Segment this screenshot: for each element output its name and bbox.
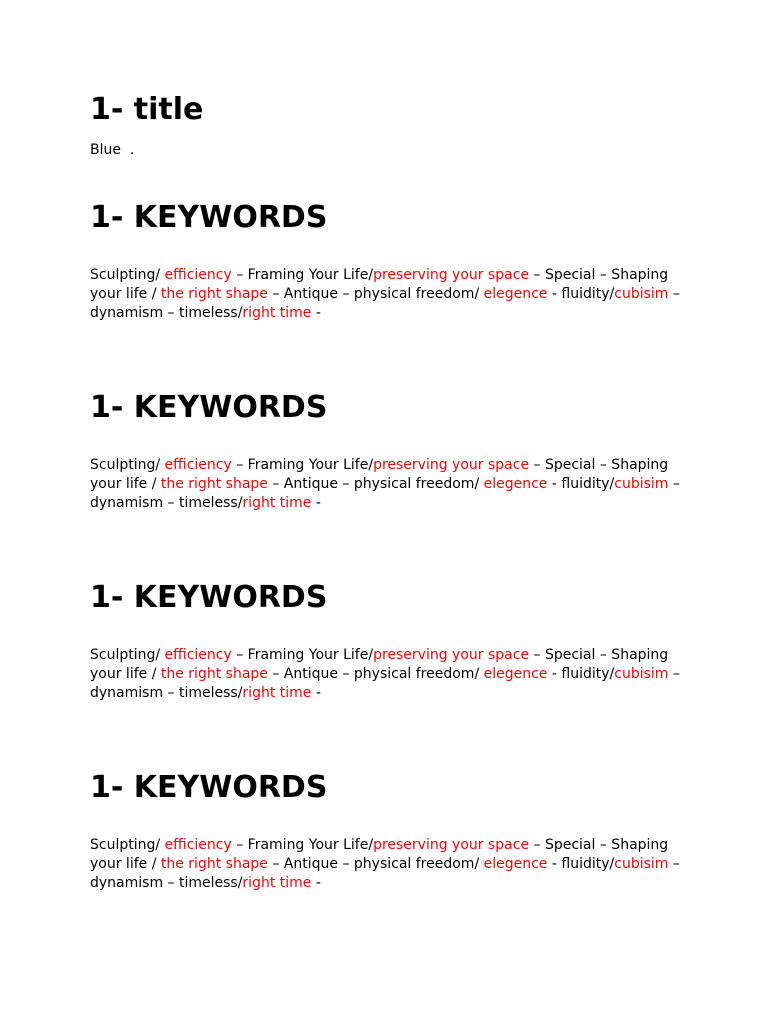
keyword-text: - fluidity/ — [547, 666, 615, 682]
keywords-line — [90, 874, 680, 893]
keywords-line — [90, 304, 680, 323]
keyword-text: – Framing Your Life/ — [231, 267, 374, 283]
keyword-highlight: elegence — [483, 476, 548, 492]
keyword-highlight: efficiency — [164, 837, 232, 853]
keyword-text: dynamism – timeless/ — [90, 875, 243, 891]
keywords-paragraph — [90, 836, 680, 893]
title-heading: 1- title — [90, 92, 204, 127]
keywords-line — [90, 684, 680, 703]
keyword-text: - — [311, 495, 321, 511]
keywords-paragraph — [90, 456, 680, 513]
keyword-highlight: elegence — [483, 286, 548, 302]
keyword-highlight: preserving your space — [373, 457, 530, 473]
keywords-section — [90, 388, 690, 513]
keyword-text: your life / — [90, 666, 161, 682]
keyword-highlight: efficiency — [164, 647, 232, 663]
keyword-highlight: efficiency — [164, 267, 232, 283]
keyword-text: - fluidity/ — [547, 856, 615, 872]
keyword-highlight: preserving your space — [373, 647, 530, 663]
keywords-paragraph — [90, 646, 680, 703]
keyword-text: – Special – Shaping — [529, 267, 669, 283]
keyword-text: your life / — [90, 476, 161, 492]
keyword-text: your life / — [90, 286, 161, 302]
keyword-highlight: cubisim — [614, 476, 669, 492]
keyword-text: – Antique – physical freedom/ — [267, 476, 484, 492]
keyword-text: – — [668, 476, 680, 492]
keyword-text: – Special – Shaping — [529, 457, 669, 473]
keyword-text: – — [668, 286, 680, 302]
keywords-line — [90, 646, 680, 665]
keyword-highlight: the right shape — [160, 666, 268, 682]
keyword-text: - fluidity/ — [547, 286, 615, 302]
keywords-line — [90, 285, 680, 304]
keyword-text: – Antique – physical freedom/ — [267, 286, 484, 302]
keyword-highlight: right time — [242, 875, 312, 891]
keyword-text: - — [311, 305, 321, 321]
keyword-text: - fluidity/ — [547, 476, 615, 492]
keyword-text: - — [311, 875, 321, 891]
keyword-text: – Framing Your Life/ — [231, 647, 374, 663]
keyword-highlight: elegence — [483, 666, 548, 682]
keyword-highlight: preserving your space — [373, 267, 530, 283]
keyword-text: Sculpting/ — [90, 457, 165, 473]
keywords-section — [90, 578, 690, 703]
keyword-highlight: cubisim — [614, 666, 669, 682]
keywords-section — [90, 768, 690, 893]
keywords-line — [90, 836, 680, 855]
keywords-heading: 1- KEYWORDS — [90, 770, 328, 805]
keywords-line — [90, 494, 680, 513]
keyword-text: – Antique – physical freedom/ — [267, 856, 484, 872]
keywords-line — [90, 665, 680, 684]
keywords-line — [90, 475, 680, 494]
keyword-highlight: right time — [242, 495, 312, 511]
keyword-text: – Special – Shaping — [529, 837, 669, 853]
keyword-text: – — [668, 666, 680, 682]
keyword-highlight: preserving your space — [373, 837, 530, 853]
keyword-text: dynamism – timeless/ — [90, 305, 243, 321]
keyword-text: – — [668, 856, 680, 872]
keyword-text: dynamism – timeless/ — [90, 685, 243, 701]
keyword-text: Sculpting/ — [90, 647, 165, 663]
keyword-highlight: efficiency — [164, 457, 232, 473]
keyword-text: – Antique – physical freedom/ — [267, 666, 484, 682]
keyword-text: Sculpting/ — [90, 837, 165, 853]
keyword-highlight: right time — [242, 685, 312, 701]
keyword-text: - — [311, 685, 321, 701]
keywords-paragraph — [90, 266, 680, 323]
keywords-section — [90, 198, 690, 323]
keyword-highlight: the right shape — [160, 286, 268, 302]
keyword-text: dynamism – timeless/ — [90, 495, 243, 511]
keyword-text: Sculpting/ — [90, 267, 165, 283]
keyword-highlight: cubisim — [614, 856, 669, 872]
keywords-heading: 1- KEYWORDS — [90, 390, 328, 425]
keyword-highlight: right time — [242, 305, 312, 321]
keywords-heading: 1- KEYWORDS — [90, 580, 328, 615]
keywords-line — [90, 456, 680, 475]
keyword-highlight: elegence — [483, 856, 548, 872]
keywords-line — [90, 266, 680, 285]
keywords-heading: 1- KEYWORDS — [90, 200, 328, 235]
keyword-highlight: the right shape — [160, 476, 268, 492]
keyword-highlight: cubisim — [614, 286, 669, 302]
keyword-text: your life / — [90, 856, 161, 872]
keyword-highlight: the right shape — [160, 856, 268, 872]
keyword-text: – Special – Shaping — [529, 647, 669, 663]
keywords-line — [90, 855, 680, 874]
keyword-text: – Framing Your Life/ — [231, 457, 374, 473]
title-text: Blue . — [90, 142, 135, 158]
keyword-text: – Framing Your Life/ — [231, 837, 374, 853]
